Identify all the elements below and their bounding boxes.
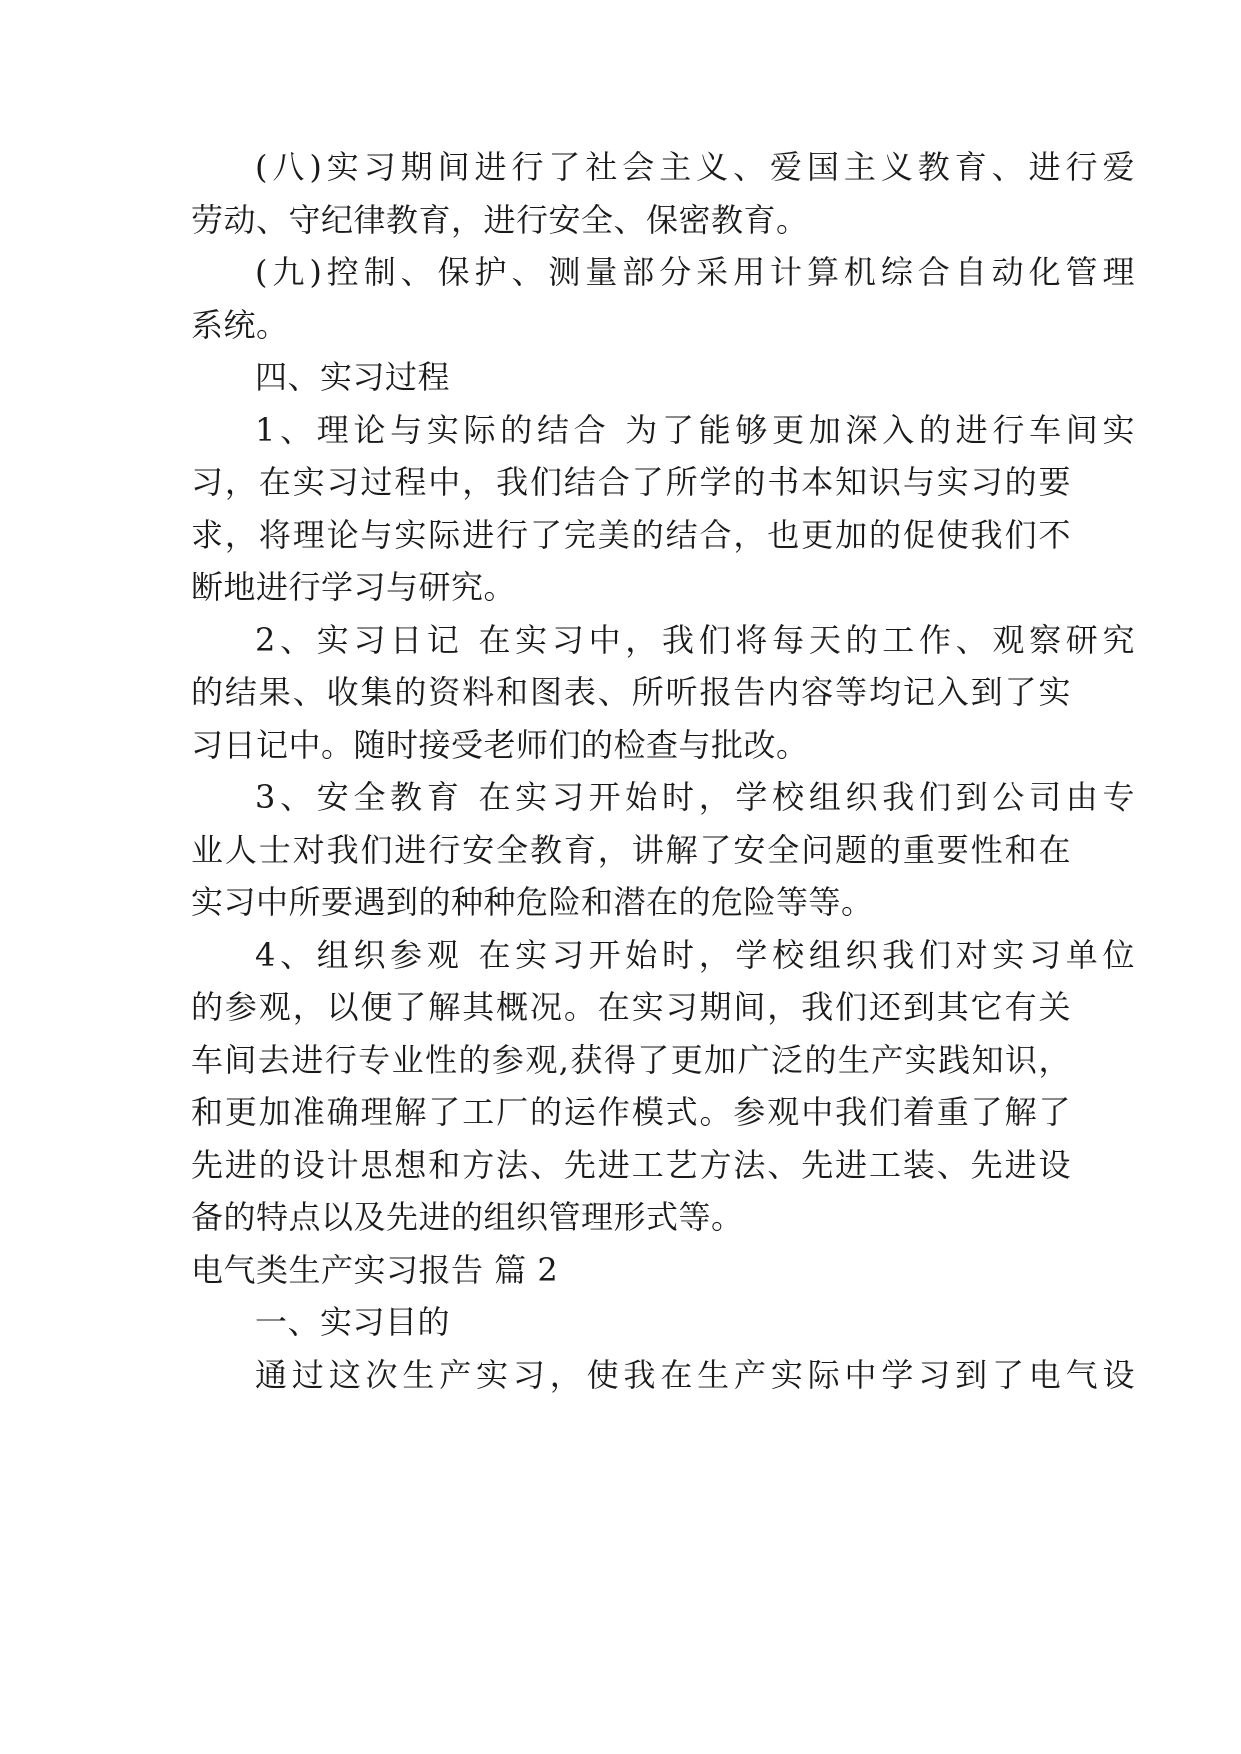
paragraph-line: 断地进行学习与研究。 (191, 568, 517, 606)
paragraph-line: 的结果、收集的资料和图表、所听报告内容等均记入到了实 (191, 673, 1071, 711)
section-heading: 一、实习目的 (255, 1303, 451, 1341)
paragraph-line: (九)控制、保护、测量部分采用计算机综合自动化管理 (255, 253, 1135, 291)
document-title: 电气类生产实习报告 篇 2 (191, 1251, 559, 1289)
paragraph-line: 1、理论与实际的结合 为了能够更加深入的进行车间实 (255, 411, 1135, 449)
paragraph-line: 劳动、守纪律教育，进行安全、保密教育。 (191, 201, 809, 239)
paragraph-line: 习，在实习过程中，我们结合了所学的书本知识与实习的要 (191, 463, 1071, 501)
paragraph-line: 4、组织参观 在实习开始时，学校组织我们对实习单位 (255, 936, 1135, 974)
paragraph-line: 和更加准确理解了工厂的运作模式。参观中我们着重了解了 (191, 1093, 1071, 1131)
section-heading: 四、实习过程 (255, 358, 451, 396)
paragraph-line: 通过这次生产实习，使我在生产实际中学习到了电气设 (255, 1356, 1135, 1394)
paragraph-line: 车间去进行专业性的参观,获得了更加广泛的生产实践知识， (191, 1041, 1071, 1079)
paragraph-line: 系统。 (191, 306, 289, 344)
paragraph-line: 备的特点以及先进的组织管理形式等。 (191, 1198, 744, 1236)
paragraph-line: 的参观，以便了解其概况。在实习期间，我们还到其它有关 (191, 988, 1071, 1026)
paragraph-line: 先进的设计思想和方法、先进工艺方法、先进工装、先进设 (191, 1146, 1071, 1184)
paragraph-line: 实习中所要遇到的种种危险和潜在的危险等等。 (191, 883, 874, 921)
paragraph-line: 求，将理论与实际进行了完美的结合，也更加的促使我们不 (191, 516, 1071, 554)
paragraph-line: (八)实习期间进行了社会主义、爱国主义教育、进行爱 (255, 148, 1135, 186)
paragraph-line: 3、安全教育 在实习开始时，学校组织我们到公司由专 (255, 778, 1135, 816)
paragraph-line: 业人士对我们进行安全教育，讲解了安全问题的重要性和在 (191, 831, 1071, 869)
paragraph-line: 习日记中。随时接受老师们的检查与批改。 (191, 726, 809, 764)
paragraph-line: 2、实习日记 在实习中，我们将每天的工作、观察研究 (255, 621, 1135, 659)
